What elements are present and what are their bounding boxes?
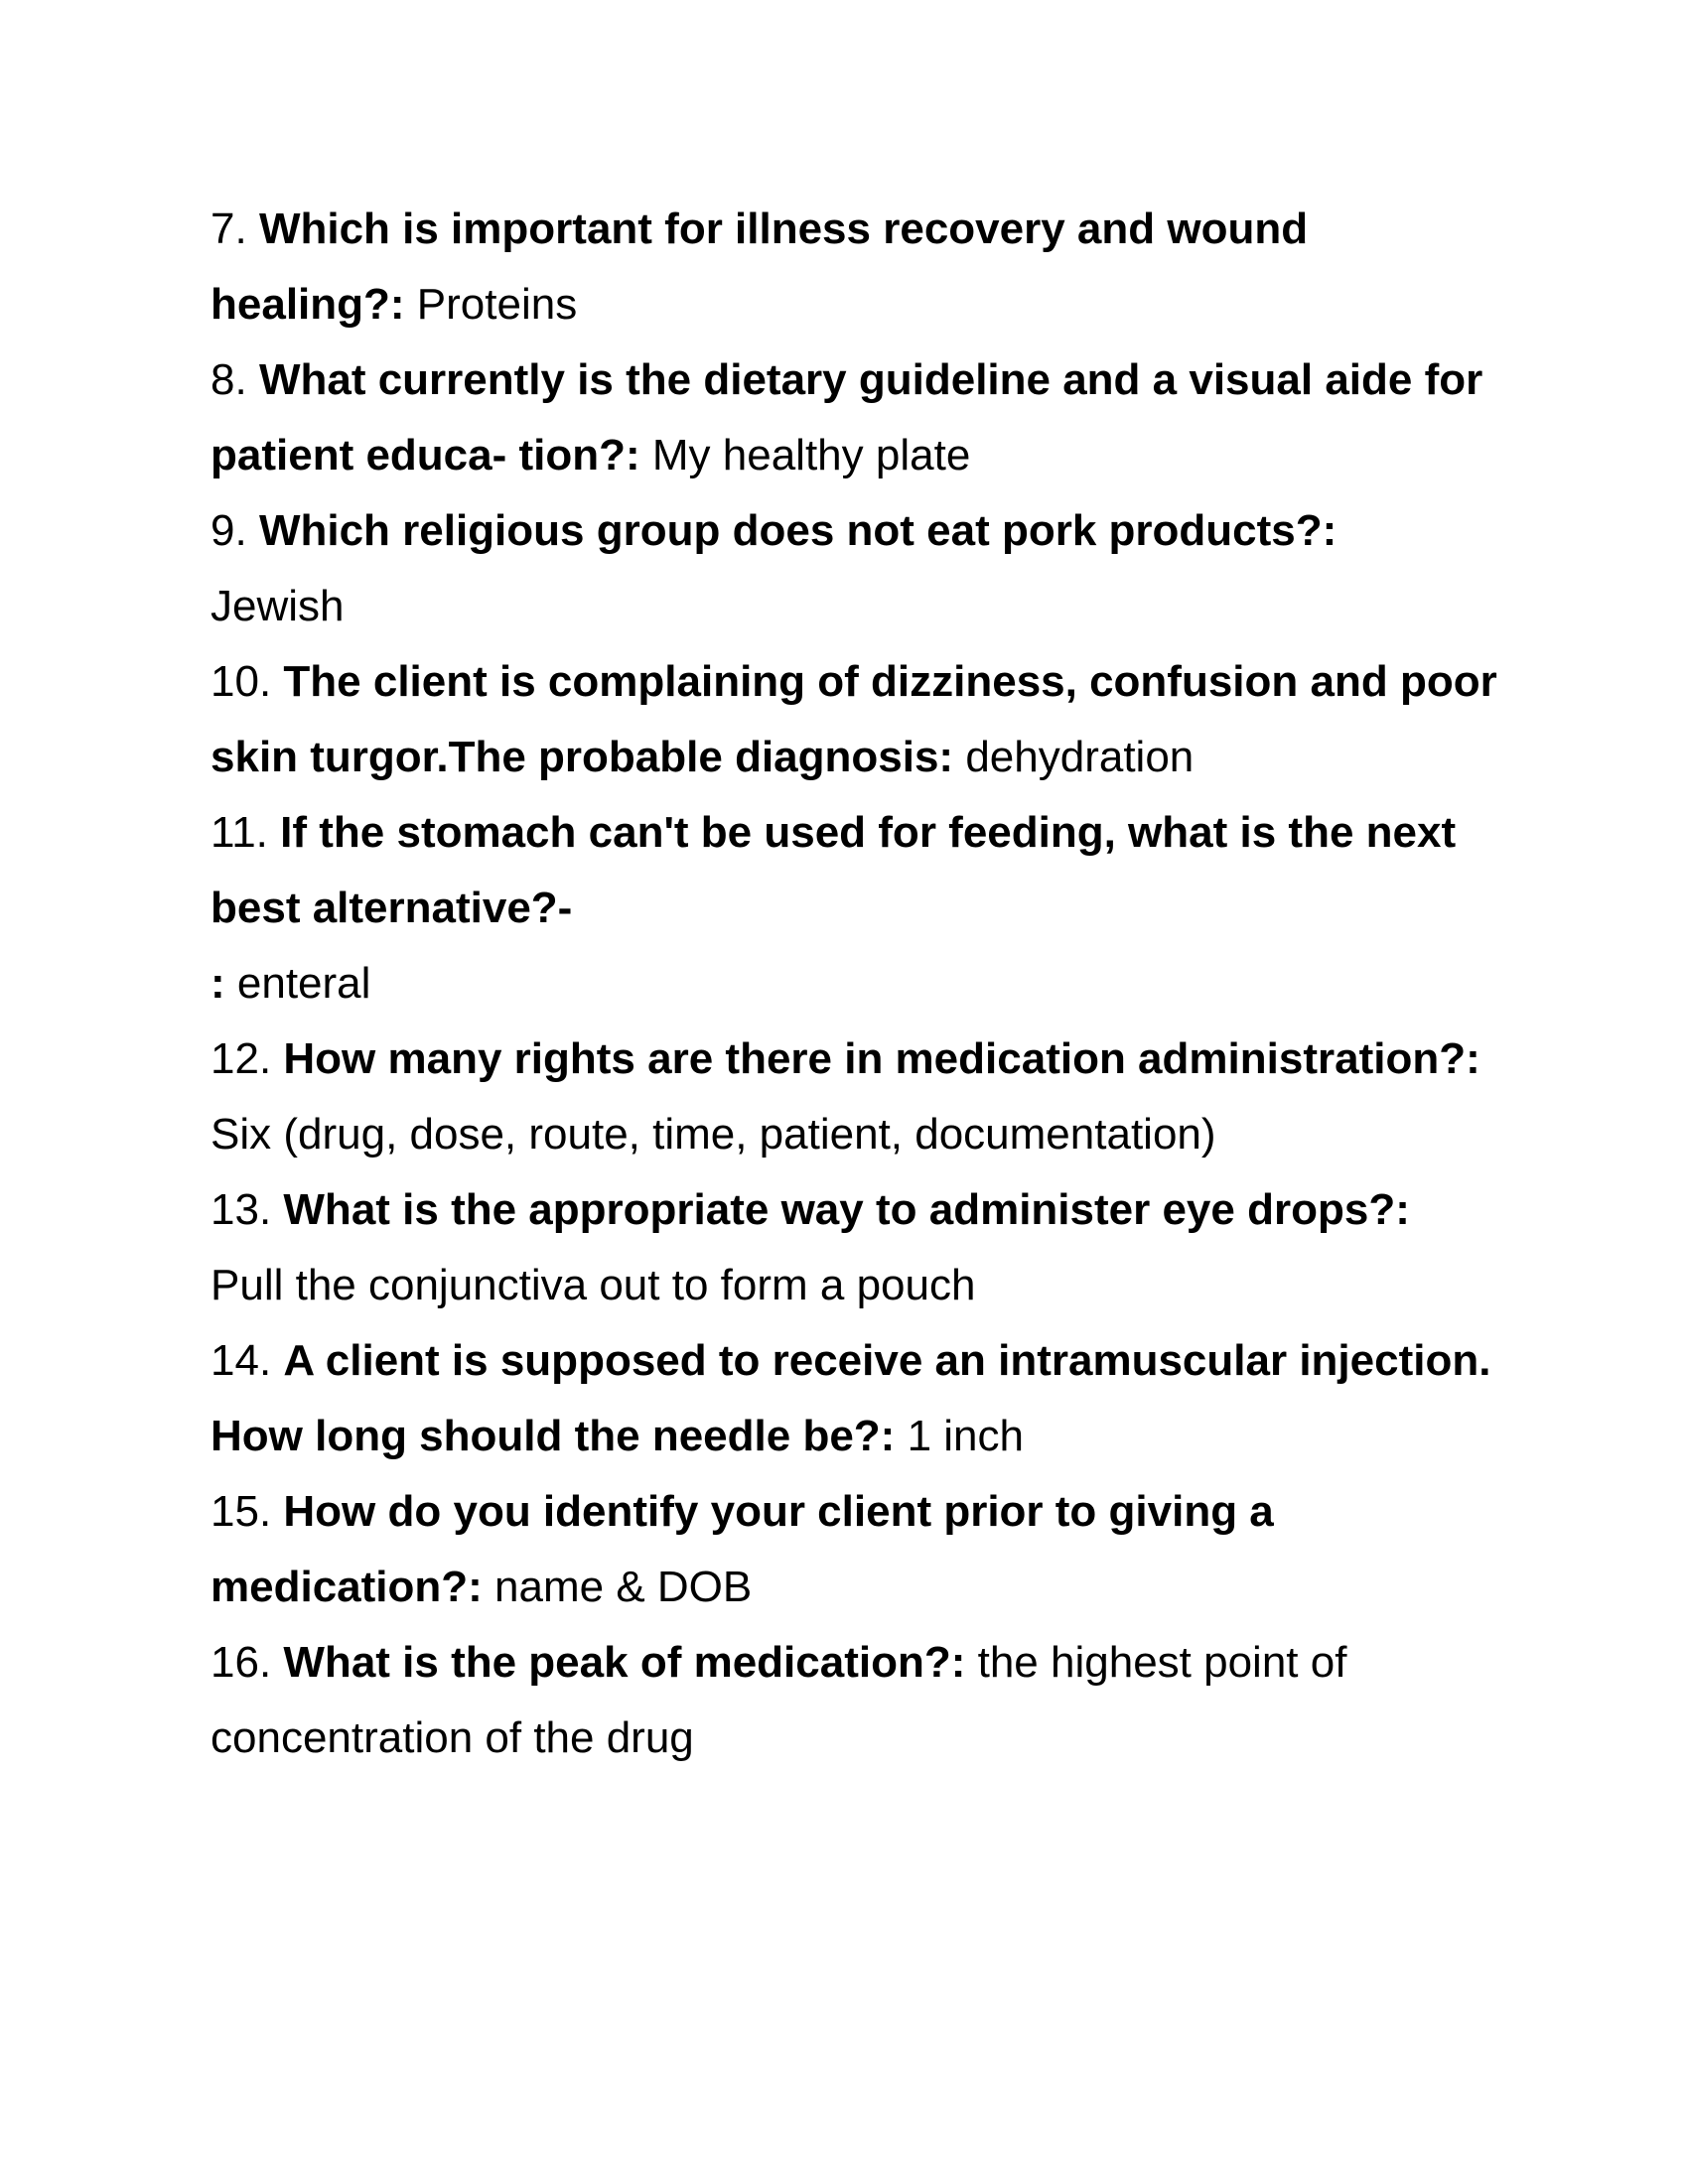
answer-text: Six (drug, dose, route, time, patient, documentation) [211,1110,1216,1159]
answer-text: Proteins [416,280,578,329]
item-number: 13. [211,1185,272,1234]
question-text: The client is complaining of dizziness, confusion and poor skin turgor.The probable diagnosis: [211,657,1497,781]
qa-item-11 [211,795,1501,1022]
question-text: What is the appropriate way to administer eye drops?: [283,1185,1410,1234]
item-number: 14. [211,1336,272,1385]
answer-text: My healthy plate [651,431,971,479]
qa-item-7 [211,192,1501,342]
qa-item-12 [211,1022,1501,1172]
answer-text: 1 inch [907,1412,1024,1460]
qa-list [211,192,1501,1776]
question-text: Which religious group does not eat pork products?: [258,506,1337,555]
item-number: 10. [211,657,272,706]
answer-text: dehydration [965,733,1195,781]
item-number: 8. [211,355,247,404]
item-number: 11. [211,808,268,857]
item-number: 16. [211,1638,272,1687]
item-number: 7. [211,205,247,253]
item-number: 12. [211,1034,272,1083]
qa-item-16 [211,1625,1501,1776]
answer-text: Jewish [211,582,345,630]
qa-item-13 [211,1172,1501,1323]
question-text: How many rights are there in medication administration?: [283,1034,1480,1083]
answer-text: the highest point of concentration of the drug [211,1638,1347,1762]
qa-item-15 [211,1474,1501,1625]
qa-item-8 [211,342,1501,493]
qa-item-9 [211,493,1501,644]
question-text: If the stomach can't be used for feeding, what is the next best alternative?- [211,808,1457,932]
question-text: What is the peak of medication?: [283,1638,966,1687]
answer-text: name & DOB [494,1563,753,1611]
item-number: 15. [211,1487,272,1536]
question-tail: : [211,959,225,1008]
question-text: A client is supposed to receive an intramuscular injection. How long should the needle be?: [211,1336,1491,1460]
qa-item-10 [211,644,1501,795]
answer-text: Pull the conjunctiva out to form a pouch [211,1261,976,1309]
answer-text: enteral [236,959,371,1008]
item-number: 9. [211,506,247,555]
question-text: What currently is the dietary guideline and a visual aide for patient educa- tion?: [211,355,1483,479]
document-page [211,192,1501,1776]
question-text: How do you identify your client prior to giving a medication?: [211,1487,1274,1611]
question-text: Which is important for illness recovery and wound healing?: [211,205,1309,329]
qa-item-14 [211,1323,1501,1474]
